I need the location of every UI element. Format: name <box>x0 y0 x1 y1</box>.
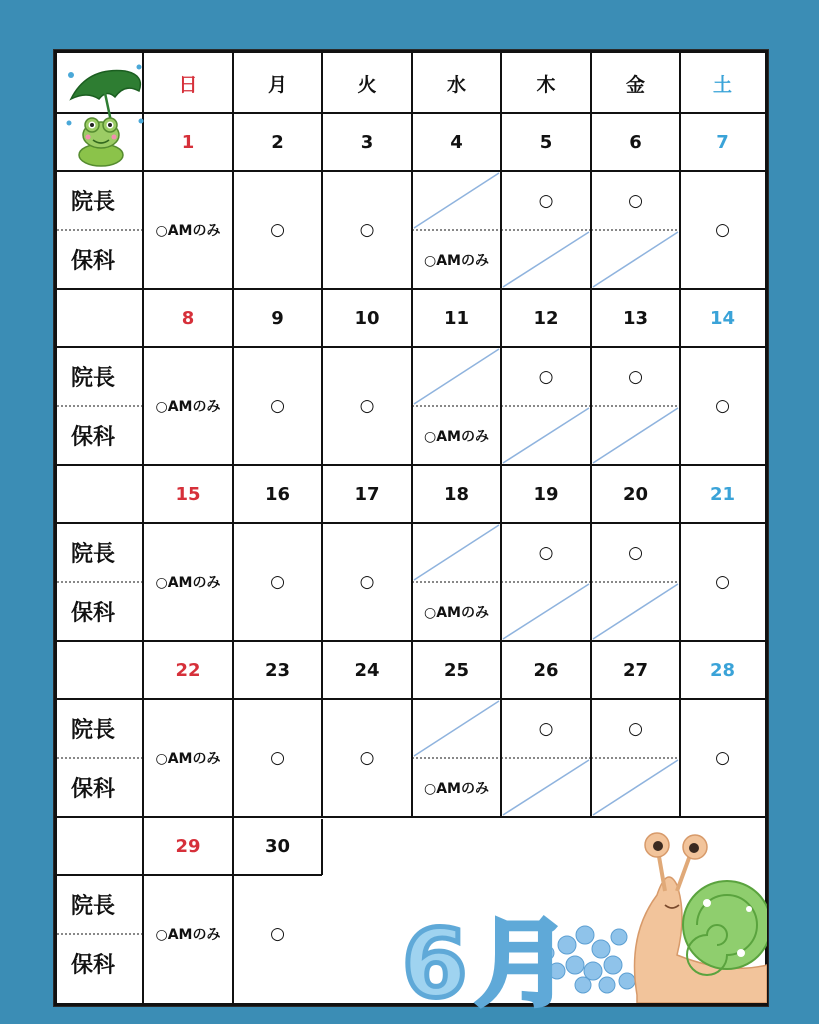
closed-slash <box>593 584 678 639</box>
date-cell: 8 <box>181 307 195 329</box>
weekday-header: 土 <box>712 73 732 96</box>
open-mark: ○ <box>715 572 730 592</box>
row-label-director: 院長 <box>71 366 116 391</box>
date-cell: 25 <box>443 659 470 681</box>
row-label-insurance: 保科 <box>71 425 116 450</box>
closed-slash <box>593 408 678 463</box>
row-label-director: 院長 <box>71 894 116 919</box>
date-cell: 4 <box>450 131 463 153</box>
row-label-insurance: 保科 <box>71 249 116 274</box>
closed-slash <box>414 525 499 580</box>
closed-slash <box>414 349 499 404</box>
row-label-director: 院長 <box>71 718 116 743</box>
open-mark: ○ <box>538 542 554 563</box>
date-cell: 26 <box>533 659 559 681</box>
sunday-am-only: ○AMのみ <box>155 927 221 943</box>
open-mark: ○ <box>628 190 643 211</box>
calendar-board <box>54 50 768 1019</box>
sunday-am-only: ○AMのみ <box>155 751 221 767</box>
row-label-insurance: 保科 <box>71 953 116 978</box>
open-mark: ○ <box>628 542 643 563</box>
date-cell: 19 <box>533 483 559 505</box>
closed-slash <box>503 408 589 463</box>
open-mark: ○ <box>270 396 285 416</box>
month-title: 6月 <box>402 910 578 1019</box>
closed-slash <box>503 760 589 815</box>
weekday-header: 木 <box>536 73 556 96</box>
row-label-director: 院長 <box>71 190 116 215</box>
closed-slash <box>503 232 589 287</box>
open-mark: ○ <box>538 366 554 387</box>
date-cell: 1 <box>181 131 195 153</box>
date-cell: 28 <box>709 659 736 681</box>
frog-icon <box>65 61 145 169</box>
date-cell: 22 <box>175 659 201 681</box>
sunday-am-only: ○AMのみ <box>155 399 221 415</box>
sunday-am-only: ○AMのみ <box>155 575 221 591</box>
weekday-header: 月 <box>267 73 287 96</box>
open-mark: ○ <box>715 220 730 240</box>
date-cell: 20 <box>622 483 649 505</box>
weekday-header: 火 <box>357 73 377 96</box>
closed-slash <box>593 760 678 815</box>
open-mark: ○ <box>538 190 554 211</box>
closed-slash <box>414 701 499 756</box>
date-cell: 10 <box>354 307 380 329</box>
row-label-insurance: 保科 <box>71 777 116 802</box>
open-mark: ○ <box>359 396 375 416</box>
open-mark: ○ <box>715 396 730 416</box>
weekday-header: 金 <box>625 73 645 96</box>
weekday-header: 水 <box>446 73 466 96</box>
closed-slash <box>503 584 589 639</box>
open-mark: ○ <box>359 220 375 240</box>
date-cell: 5 <box>539 131 553 153</box>
open-mark: ○ <box>270 924 285 944</box>
weekday-header: 日 <box>178 73 198 96</box>
closed-slash <box>593 232 678 287</box>
open-mark: ○ <box>270 572 285 592</box>
date-cell: 29 <box>175 835 201 857</box>
date-cell: 6 <box>629 131 642 153</box>
date-cell: 18 <box>443 483 470 505</box>
date-cell: 7 <box>716 131 729 153</box>
closed-slash <box>414 173 499 228</box>
open-mark: ○ <box>270 220 285 240</box>
date-cell: 9 <box>271 307 284 329</box>
open-mark: ○ <box>359 572 375 592</box>
open-mark: ○ <box>359 748 375 768</box>
date-cell: 13 <box>622 307 649 329</box>
date-cell: 14 <box>709 307 736 329</box>
open-mark: ○ <box>628 366 643 387</box>
open-mark: ○ <box>270 748 285 768</box>
row-label-insurance: 保科 <box>71 601 116 626</box>
date-cell: 16 <box>264 483 291 505</box>
date-cell: 3 <box>360 131 374 153</box>
date-cell: 12 <box>533 307 559 329</box>
date-cell: 21 <box>709 483 736 505</box>
open-mark: ○ <box>715 748 730 768</box>
open-mark: ○ <box>538 718 554 739</box>
date-cell: 2 <box>271 131 284 153</box>
date-cell: 15 <box>175 483 201 505</box>
date-cell: 17 <box>354 483 380 505</box>
date-cell: 30 <box>264 835 291 857</box>
date-cell: 23 <box>264 659 291 681</box>
date-cell: 27 <box>622 659 649 681</box>
wednesday-am-only: ○AMのみ <box>424 252 489 269</box>
sunday-am-only: ○AMのみ <box>155 223 221 239</box>
date-cell: 24 <box>354 659 380 681</box>
wednesday-am-only: ○AMのみ <box>424 428 489 445</box>
wednesday-am-only: ○AMのみ <box>424 780 489 797</box>
date-cell: 11 <box>443 307 470 329</box>
row-label-director: 院長 <box>71 542 116 567</box>
open-mark: ○ <box>628 718 643 739</box>
wednesday-am-only: ○AMのみ <box>424 604 489 621</box>
